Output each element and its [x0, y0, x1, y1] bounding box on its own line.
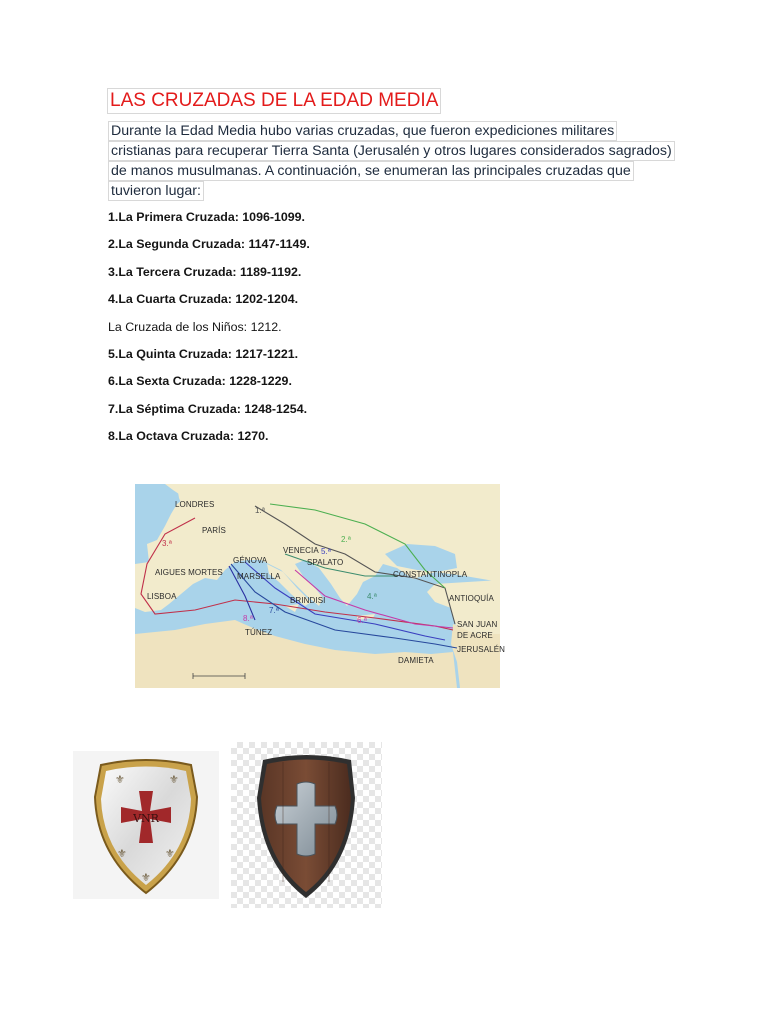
route-label-8: 8.ª	[243, 614, 253, 623]
svg-text:⚜: ⚜	[141, 872, 151, 884]
intro-line: cristianas para recuperar Tierra Santa (Jerusalén y otros lugares considerados sagrados)	[108, 141, 675, 161]
crusade-item: 3.La Tercera Cruzada: 1189-1192.	[108, 264, 302, 279]
crusade-item: 7.La Séptima Cruzada: 1248-1254.	[108, 401, 308, 416]
intro-line: de manos musulmanas. A continuación, se enumeran las principales cruzadas que	[108, 161, 634, 181]
route-label-5: 5.ª	[321, 547, 331, 556]
map-label-londres: LONDRES	[175, 500, 215, 509]
route-label-1: 1.ª	[255, 506, 265, 515]
crusade-item: 5.La Quinta Cruzada: 1217-1221.	[108, 346, 299, 361]
map-label-paris: PARÍS	[202, 526, 226, 535]
map-label-damieta: DAMIETA	[398, 656, 434, 665]
crusade-item: 2.La Segunda Cruzada: 1147-1149.	[108, 237, 310, 252]
crusade-item: 1.La Primera Cruzada: 1096-1099.	[108, 210, 305, 224]
shield-monogram: VNR	[133, 812, 159, 825]
map-graphic	[135, 484, 500, 688]
route-label-4: 4.ª	[367, 592, 377, 601]
map-label-marsella: MARSELLA	[237, 572, 281, 581]
intro-line: Durante la Edad Media hubo varias cruzadas, que fueron expediciones militares	[108, 121, 617, 141]
crusades-list	[108, 209, 310, 456]
map-label-spalato: SPALATO	[307, 558, 344, 567]
svg-text:⚜: ⚜	[115, 774, 125, 786]
svg-text:⚜: ⚜	[165, 848, 175, 860]
crusades-map	[135, 484, 506, 688]
crusade-item: La Cruzada de los Niños: 1212.	[108, 319, 282, 334]
map-label-lisboa: LISBOA	[147, 592, 177, 601]
map-label-de-acre: DE ACRE	[457, 631, 493, 640]
map-label-aigues-mortes: AIGUES MORTES	[155, 568, 223, 577]
wooden-shield-image	[231, 742, 382, 908]
route-label-6: 6.ª	[357, 616, 367, 625]
svg-text:⚜: ⚜	[169, 774, 179, 786]
crusade-item: 4.La Cuarta Cruzada: 1202-1204.	[108, 292, 299, 307]
map-label-brindisi: BRINDISI	[290, 596, 326, 605]
map-label-genova: GÉNOVA	[233, 556, 268, 565]
crusade-item: 6.La Sexta Cruzada: 1228-1229.	[108, 374, 292, 389]
templar-shield-image	[73, 751, 219, 899]
route-label-3: 3.ª	[162, 539, 172, 548]
route-label-2: 2.ª	[341, 535, 351, 544]
map-label-antioquia: ANTIOQUÍA	[449, 594, 494, 603]
map-label-constantinopla: CONSTANTINOPLA	[393, 570, 468, 579]
route-label-7: 7.ª	[269, 606, 279, 615]
map-label-tunez: TÚNEZ	[245, 628, 273, 637]
intro-paragraph	[108, 121, 672, 201]
document-title: LAS CRUZADAS DE LA EDAD MEDIA	[107, 88, 441, 114]
svg-text:⚜: ⚜	[117, 848, 127, 860]
intro-line: tuvieron lugar:	[108, 181, 204, 201]
map-label-san-juan: SAN JUAN	[457, 620, 498, 629]
crusade-item: 8.La Octava Cruzada: 1270.	[108, 429, 269, 444]
map-label-jerusalen: JERUSALÉN	[457, 645, 506, 654]
map-label-venecia: VENECIA	[283, 546, 319, 555]
